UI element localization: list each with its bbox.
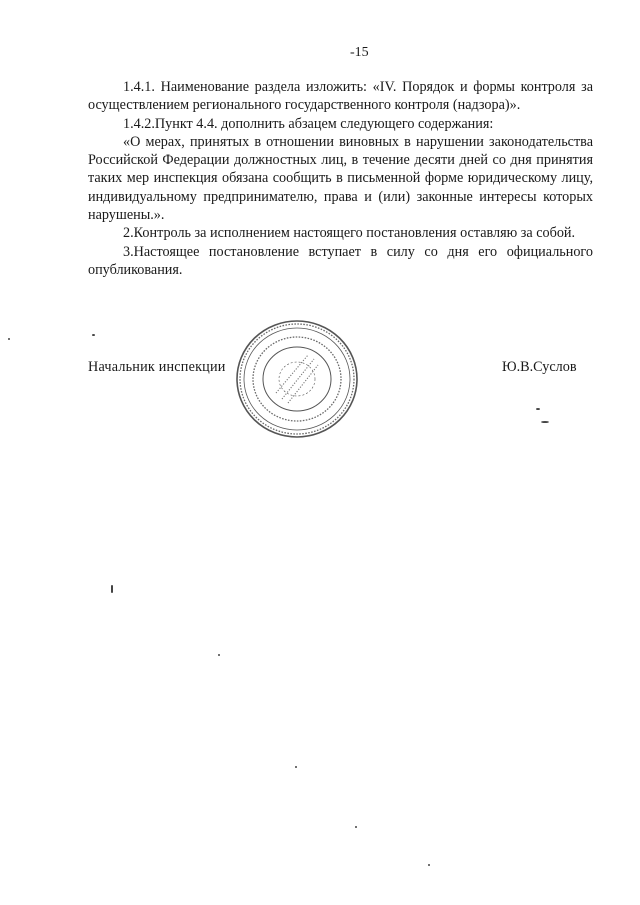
scan-speck [8, 338, 10, 340]
scan-speck [218, 654, 220, 656]
paragraph-2: 2.Контроль за исполнением настоящего постановления оставляю за собой. [123, 225, 576, 242]
scan-speck [295, 766, 297, 768]
document-body [88, 78, 593, 279]
scan-speck [428, 864, 430, 866]
signatory-title: Начальник инспекции [88, 359, 226, 375]
signatory-name: Ю.В.Суслов [502, 359, 577, 375]
paragraph-3: 3.Настоящее постановление вступает в силу со дня его официального опубликования. [88, 243, 593, 278]
scan-speck [111, 585, 113, 593]
paragraph-quoted-text: «О мерах, принятых в отношении виновных в нарушении законодательства Российской Федерации должностных лиц, в течение десяти дней со дня принятия таких мер инспекция обязана сообщить в письменной форме юридическому лицу, индивидуальному предпринимателю, права и (или) законные интересы которых нарушены.». [88, 133, 593, 224]
paragraph-1-4-2: 1.4.2.Пункт 4.4. дополнить абзацем следующего содержания: [123, 115, 494, 132]
scan-speck [541, 421, 549, 423]
scan-speck [92, 334, 95, 336]
paragraph-1-4-1: 1.4.1. Наименование раздела изложить: «IV. Порядок и формы контроля за осуществлением регионального государственного контроля (надзора)». [88, 79, 593, 114]
scan-speck [536, 408, 540, 410]
page-number: -15 [350, 45, 369, 60]
scan-speck [355, 826, 357, 828]
official-seal-stamp [232, 315, 362, 443]
